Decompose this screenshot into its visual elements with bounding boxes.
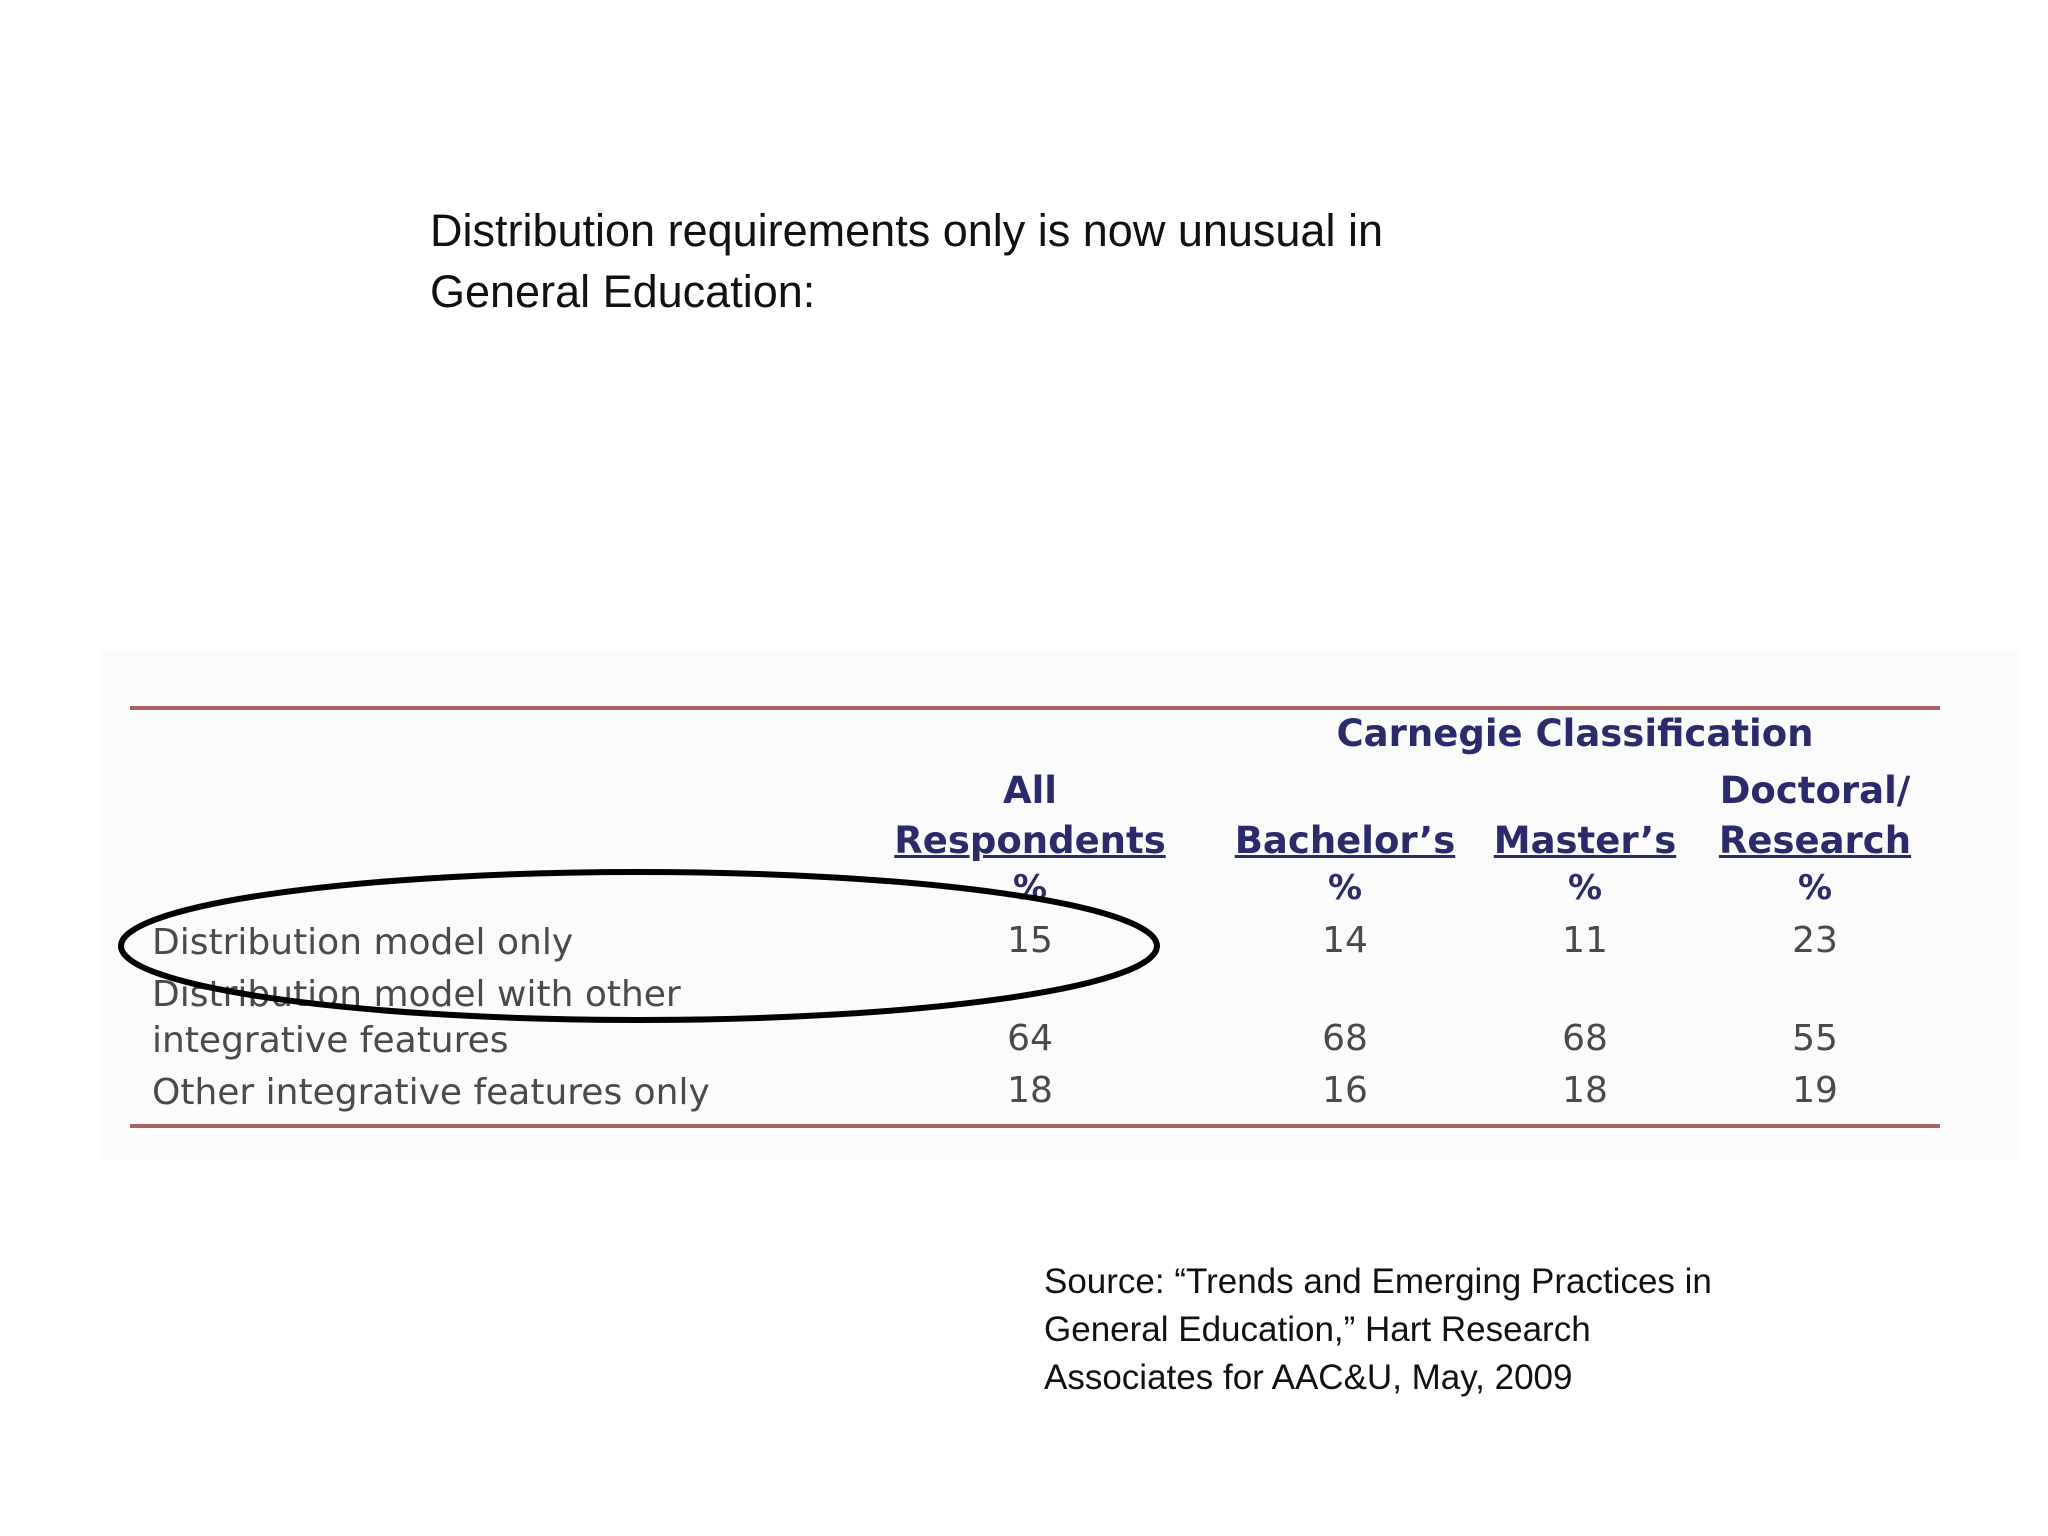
column-header-line-2: Bachelor’s [1234, 819, 1456, 862]
source-citation [1044, 1258, 1844, 1402]
row-label-other-integrative-features-only: Other integrative features only [152, 1072, 710, 1113]
table-cell: 19 [1792, 1070, 1838, 1111]
table-cell: 18 [1007, 1070, 1053, 1111]
unit-label: % [1012, 868, 1048, 908]
slide-title-line-1: Distribution requirements only is now unusual in [430, 205, 1383, 256]
table-cell: 14 [1322, 920, 1368, 961]
row-label-distribution-model-with-other [152, 972, 681, 1064]
column-header-masters [1480, 816, 1690, 866]
slide-title [430, 200, 1530, 322]
column-header-line-1: Doctoral/ [1719, 769, 1911, 812]
source-line-3: Associates for AAC&U, May, 2009 [1044, 1358, 1573, 1397]
table-cell: 64 [1007, 1018, 1053, 1059]
table-cell: 68 [1322, 1018, 1368, 1059]
table-cell: 18 [1562, 1070, 1608, 1111]
column-header-line-1: All [1002, 769, 1057, 812]
source-line-1: Source: “Trends and Emerging Practices in [1044, 1262, 1712, 1301]
source-line-2: General Education,” Hart Research [1044, 1310, 1591, 1349]
column-header-line-2: Research [1718, 819, 1912, 862]
table-cell: 15 [1007, 920, 1053, 961]
unit-label: % [1327, 868, 1363, 908]
row-label-distribution-model-only: Distribution model only [152, 922, 574, 963]
column-header-doctoral-research [1700, 766, 1930, 866]
table-bottom-rule [130, 1124, 1940, 1128]
table-cell: 23 [1792, 920, 1838, 961]
table-cell: 55 [1792, 1018, 1838, 1059]
column-header-all-respondents [880, 766, 1180, 866]
table-cell: 68 [1562, 1018, 1608, 1059]
row-label-line-2: integrative features [152, 1020, 509, 1061]
column-header-bachelors [1220, 816, 1470, 866]
column-header-line-2: Respondents [894, 819, 1166, 862]
carnegie-classification-header: Carnegie Classification [1336, 712, 1814, 755]
slide-title-line-2: General Education: [430, 266, 816, 317]
table-cell: 16 [1322, 1070, 1368, 1111]
unit-label: % [1567, 868, 1603, 908]
table-cell: 11 [1562, 920, 1608, 961]
column-header-line-2: Master’s [1493, 819, 1677, 862]
row-label-line-1: Distribution model with other [152, 974, 681, 1015]
table-top-rule [130, 706, 1940, 710]
unit-label: % [1797, 868, 1833, 908]
